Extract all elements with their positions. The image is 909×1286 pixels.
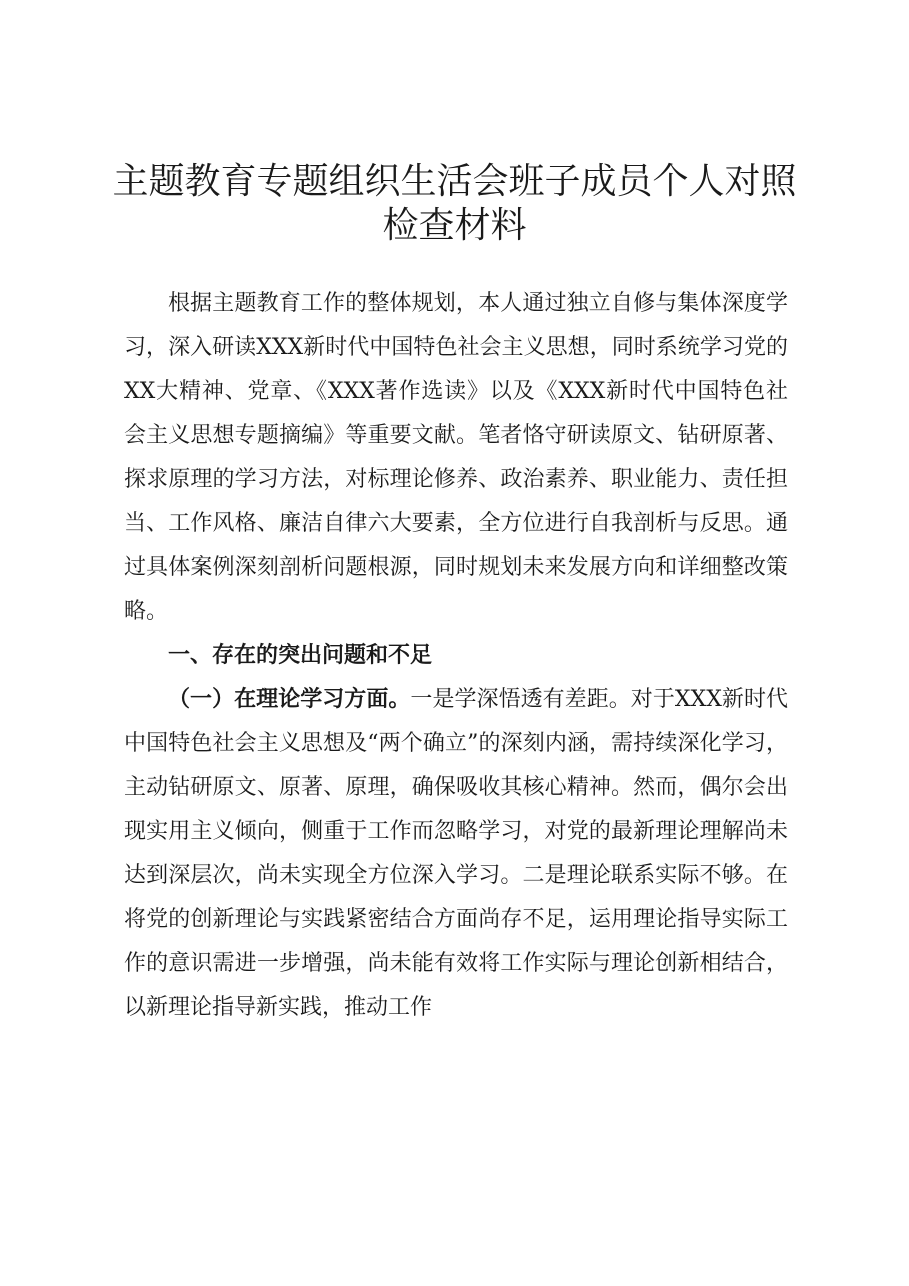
document-body bbox=[124, 282, 788, 1030]
document-title: 主题教育专题组织生活会班子成员个人对照检查材料 bbox=[112, 161, 797, 246]
subsection-1-label: （一）在理论学习方面。 bbox=[168, 687, 411, 712]
subsection-paragraph bbox=[124, 678, 788, 1030]
section-1-heading: 一、存在的突出问题和不足 bbox=[168, 643, 433, 668]
section-heading bbox=[124, 634, 788, 678]
subsection-1-text: 一是学深悟透有差距。对于XXX新时代中国特色社会主义思想及“两个确立”的深刻内涵，需持续深化学习，主动钻研原文、原著、原理，确保吸收其核心精神。然而，偶尔会出现实用主义倾向，侧重于工作而忽略学习，对党的最新理论理解尚未达到深层次，尚未实现全方位深入学习。二是理论联系实际不够。在将党的创新理论与实践紧密结合方面尚存不足，运用理论指导实际工作的意识需进一步增强，尚未能有效将工作实际与理论创新相结合，以新理论指导新实践，推动工作 bbox=[124, 687, 788, 1020]
intro-paragraph: 根据主题教育工作的整体规划，本人通过独立自修与集体深度学习，深入研读XXX新时代中国特色社会主义思想，同时系统学习党的XX大精神、党章、《XXX著作选读》以及《XXX新时代中国特色社会主义思想专题摘编》等重要文献。笔者恪守研读原文、钻研原著、探求原理的学习方法，对标理论修养、政治素养、职业能力、责任担当、工作风格、廉洁自律六大要素，全方位进行自我剖析与反思。通过具体案例深刻剖析问题根源，同时规划未来发展方向和详细整改策略。 bbox=[124, 291, 788, 624]
